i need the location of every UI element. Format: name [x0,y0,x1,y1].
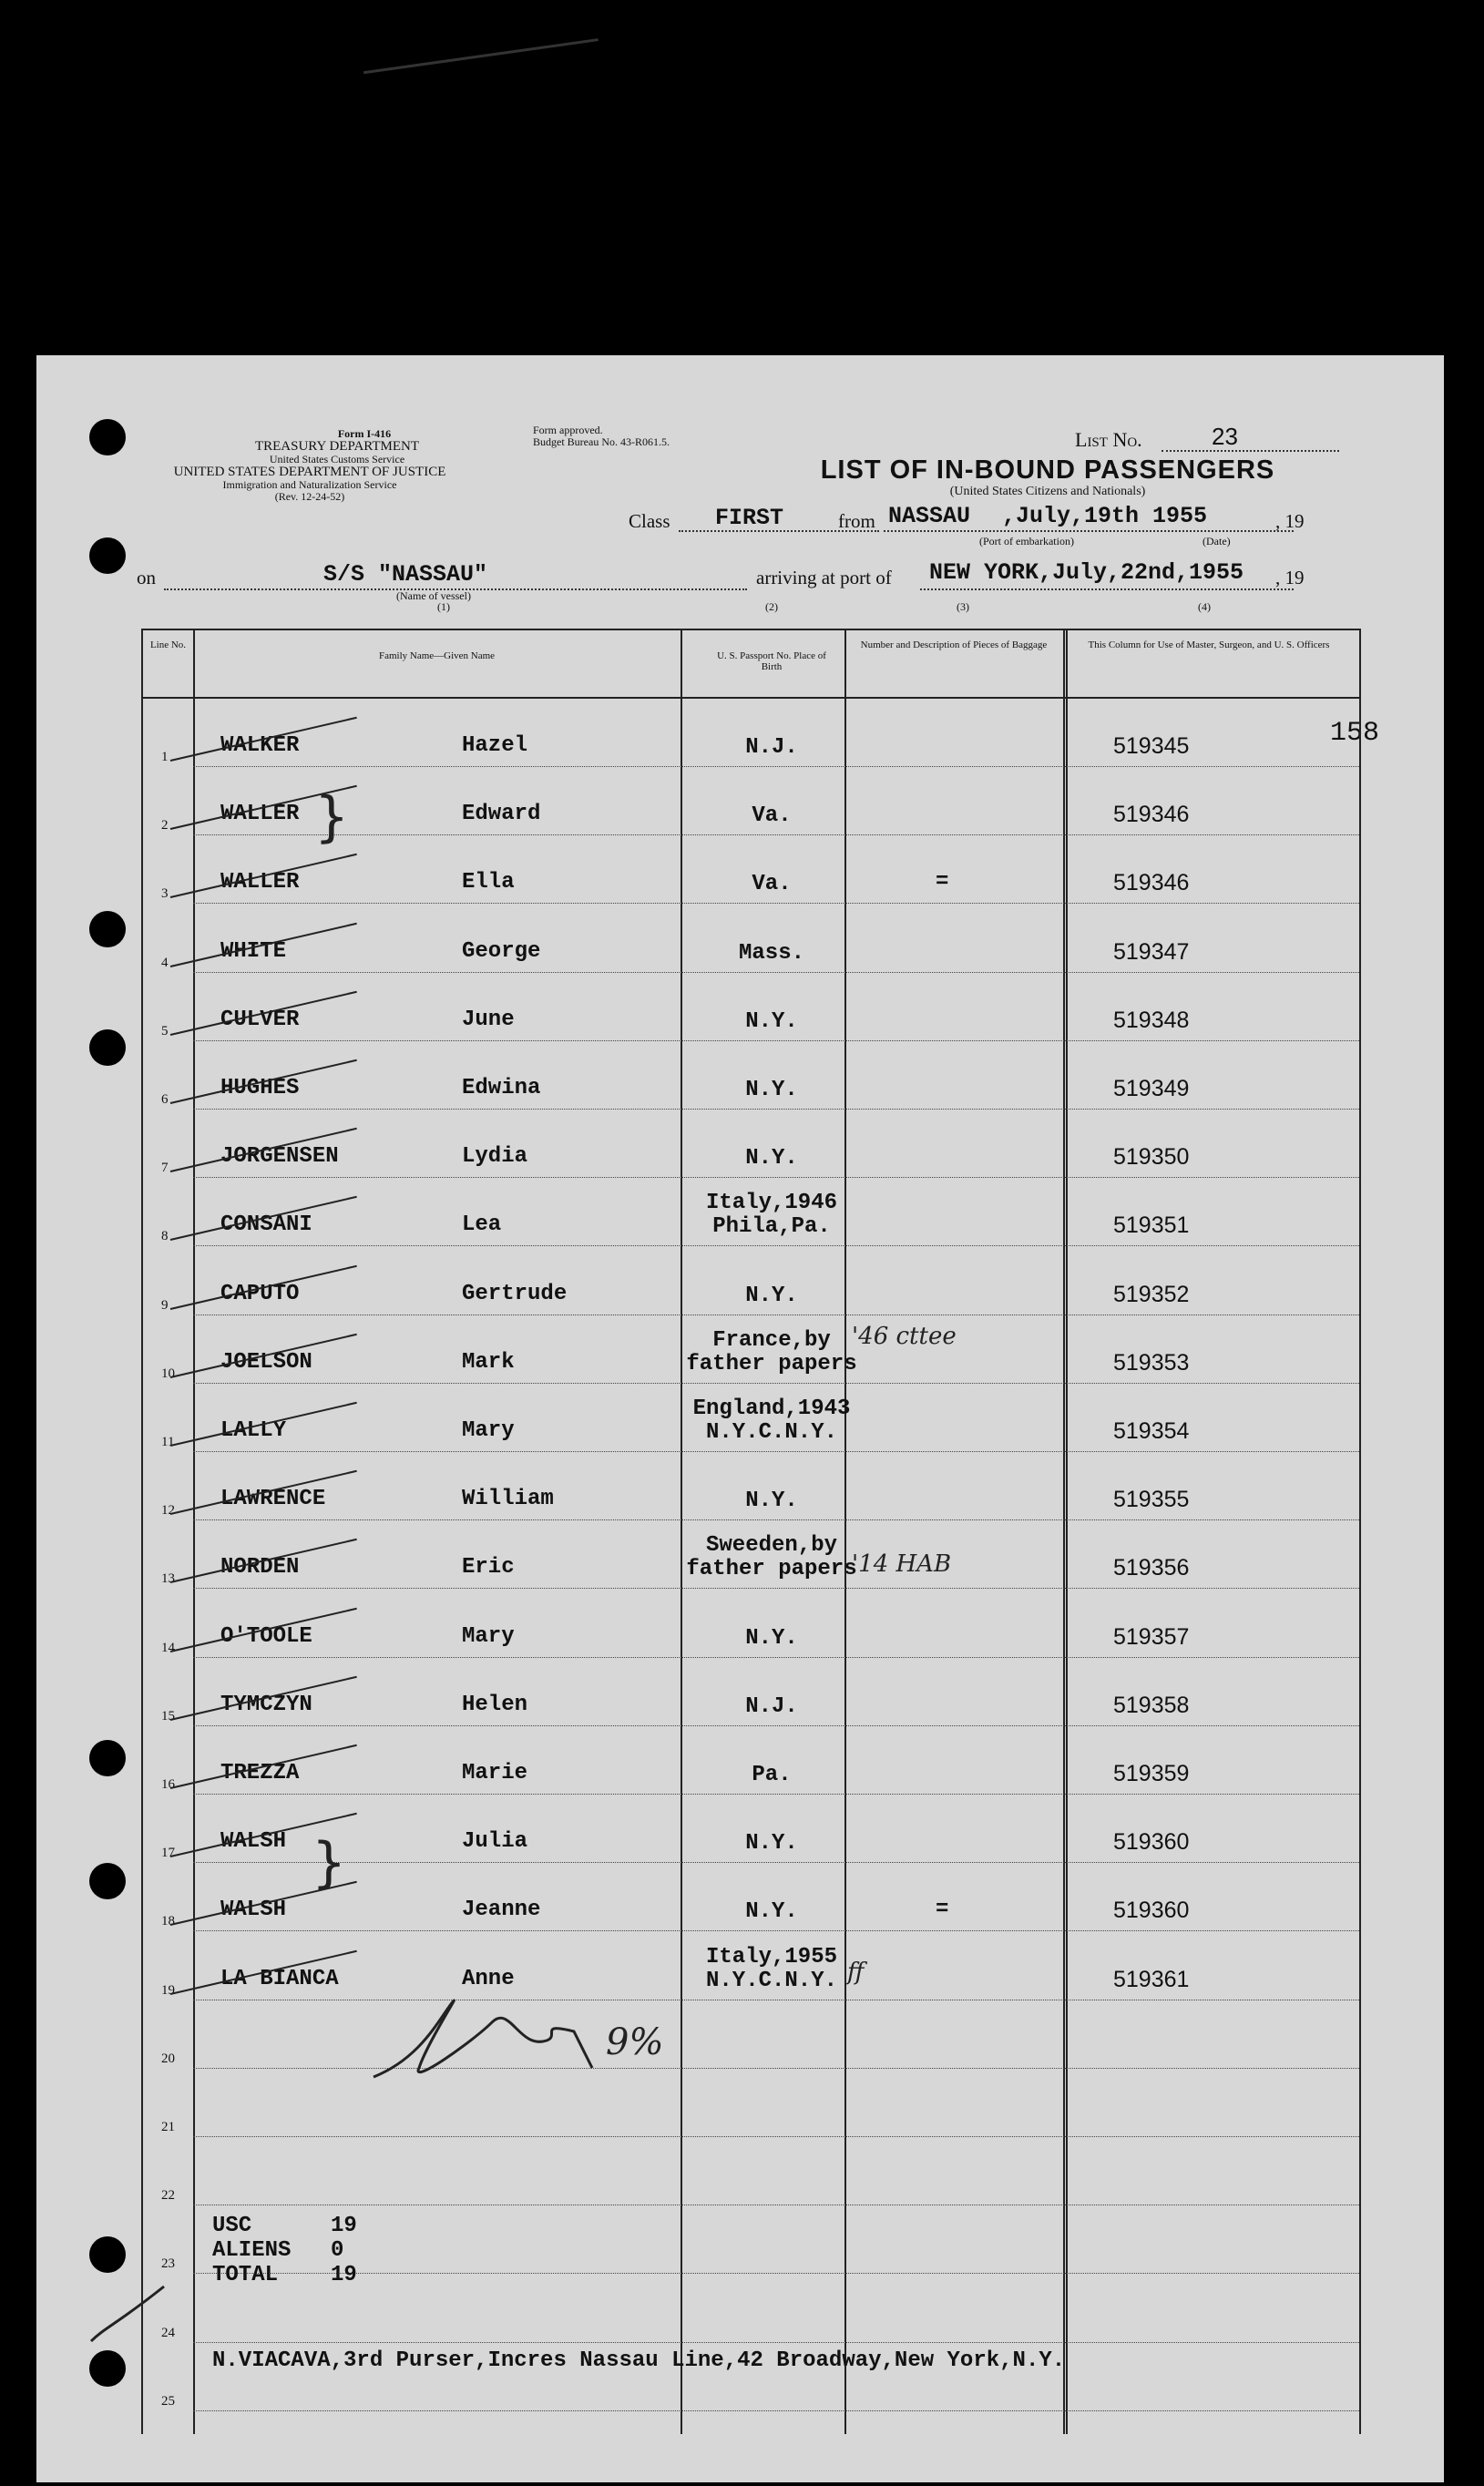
family-name: LALLY [220,1418,287,1443]
given-name: Jeanne [462,1898,541,1923]
line-number: 11 [161,1435,175,1449]
place-of-birth [662,1695,881,1719]
punch-hole [89,537,126,574]
form-number: Form I-416 [337,427,392,440]
place-of-birth [662,1329,881,1376]
table-row [143,1041,1359,1110]
place-line-1: Sweeden,by [705,1533,838,1559]
place-line-1: Mass. [738,940,804,966]
officer-number: 519345 [1113,733,1190,759]
approval-block [533,425,670,448]
table-row [143,1247,1359,1315]
officer-number: 519356 [1113,1555,1190,1581]
place-line-1: N.J. [745,1693,798,1719]
place-of-birth [662,873,881,896]
from-label: from [838,510,875,532]
line-number: 20 [161,2051,175,2066]
punch-hole [89,911,126,947]
given-name: Mary [462,1418,515,1443]
place-line-1: N.Y. [745,1146,798,1171]
place-of-birth [662,804,881,828]
signature-scribble [364,1986,692,2095]
place-line-1: N.Y. [745,1831,798,1857]
line-number: 6 [161,1092,169,1107]
place-of-birth [662,1534,881,1581]
place-of-birth [662,942,881,966]
place-line-1: N.J. [745,735,798,760]
officer-number: 519353 [1113,1349,1190,1376]
family-name: WALSH [220,1898,287,1923]
family-name: WALLER [220,870,300,895]
place-line-1: N.Y. [745,1625,798,1651]
family-name: CULVER [220,1007,300,1032]
line-number: 7 [161,1161,169,1176]
family-name: LAWRENCE [220,1487,326,1512]
customs-service: United States Customs Service [269,453,405,465]
col-header-line: Line No. [149,639,187,650]
place-of-birth [662,1832,881,1856]
bracket-mark: } [312,1831,347,1895]
page-subtitle: (United States Citizens and Nationals) [949,485,1146,498]
table-row [143,1726,1359,1795]
place-line-1: Pa. [752,1763,792,1787]
line-number: 16 [161,1777,175,1792]
given-name: William [462,1487,554,1512]
table-row [143,1452,1359,1520]
given-name: Mark [462,1349,515,1375]
table-row [143,2069,1359,2137]
table-row [143,905,1359,973]
total-label: TOTAL [212,2263,279,2287]
page-title: LIST OF IN-BOUND PASSENGERS [820,455,1275,485]
given-name: Julia [462,1829,528,1855]
officer-number: 519346 [1113,802,1190,828]
year-suffix-2: , 19 [1275,567,1305,588]
table-row [143,1520,1359,1589]
place-of-birth [662,1284,881,1308]
margin-check-mark [82,2277,191,2350]
place-of-birth [662,1627,881,1651]
punch-hole [89,1029,126,1066]
line-number: 21 [161,2120,175,2134]
family-name: WHITE [220,938,287,964]
col-header-name: Family Name—Given Name [378,650,496,661]
line-number: 3 [161,886,169,902]
bracket-mark: } [314,785,350,849]
table-row [143,1315,1359,1384]
baggage-count: = [936,870,949,895]
given-name: Eric [462,1555,515,1581]
list-number: 23 [1212,423,1238,450]
passenger-table [141,629,1361,2434]
line-number: 18 [161,1914,175,1929]
list-no-label: List No. [1075,428,1142,451]
officer-number: 519358 [1113,1692,1190,1718]
officer-number: 519357 [1113,1623,1190,1650]
place-of-birth [662,1397,881,1445]
officer-number: 519349 [1113,1076,1190,1101]
col-3-caption: (3) [957,600,969,613]
usc-label: USC [212,2214,252,2238]
given-name: Edward [462,802,541,827]
col-header-passport: U. S. Passport No. Place of Birth [717,650,826,672]
budget-bureau: Budget Bureau No. 43-R061.5. [533,435,670,448]
agency-block [173,428,446,503]
handwritten-note-10: '46 cttee [852,1323,957,1350]
line-number: 25 [161,2393,175,2409]
table-row [143,1384,1359,1452]
total-count: 19 [331,2263,357,2287]
place-of-birth [662,1764,881,1787]
officer-number: 519360 [1113,1898,1190,1924]
place-of-birth [662,1192,881,1239]
treasury-dept: TREASURY DEPARTMENT [254,439,420,454]
class-value: FIRST [715,505,784,531]
punch-hole [89,2236,126,2273]
place-line-1: Va. [752,872,792,897]
arrival-port-date: NEW YORK,July,22nd,1955 [929,559,1244,586]
line-number: 12 [161,1503,175,1519]
table-row [143,699,1359,767]
family-name: LA BIANCA [220,1966,339,1991]
given-name: Ella [462,870,515,895]
table-row [143,2000,1359,2069]
year-suffix-1: , 19 [1275,510,1305,532]
purser-line: N.VIACAVA,3rd Purser,Incres Nassau Line,42 Broadway,New York,N.Y. [212,2348,1066,2373]
aliens-label: ALIENS [212,2238,292,2263]
vessel-name: S/S "NASSAU" [323,561,488,588]
place-line-1: N.Y. [745,1899,798,1925]
officer-number: 519361 [1113,1966,1190,1992]
given-name: Lydia [462,1144,528,1170]
table-row [143,1178,1359,1246]
given-name: Gertrude [462,1281,568,1306]
place-of-birth [662,1010,881,1034]
scan-smear [363,38,602,101]
officer-number: 519348 [1113,1007,1190,1033]
line-number: 19 [161,1982,175,1998]
place-line-2: Phila,Pa. [712,1214,831,1240]
punch-hole [89,419,126,455]
line-number: 4 [161,955,169,970]
title-block [806,455,1289,497]
from-date: ,July,19th 1955 [1002,503,1208,529]
table-row [143,1590,1359,1658]
line-number: 17 [161,1846,175,1861]
place-line-1: Va. [752,803,792,829]
table-row [143,1658,1359,1726]
officer-number: 519351 [1113,1212,1190,1239]
given-name: June [462,1007,515,1032]
place-line-1: France,by [712,1327,831,1353]
handwritten-note-13: '14 HAB [852,1550,952,1578]
officer-number: 519350 [1113,1144,1190,1171]
officer-number: 519360 [1113,1829,1190,1856]
officer-number: 519355 [1113,1487,1190,1513]
place-line-1: N.Y. [745,1078,798,1102]
table-row [143,2137,1359,2205]
officer-number: 519354 [1113,1418,1190,1444]
revision: (Rev. 12-24-52) [274,490,345,503]
col-1-caption: (1) [437,600,450,613]
page-number: 158 [1330,718,1380,749]
family-name: TYMCZYN [220,1692,312,1717]
place-of-birth [662,1147,881,1171]
place-line-1: Italy,1955 [705,1944,838,1969]
place-of-birth [662,1900,881,1924]
form-approved: Form approved. [533,424,603,436]
given-name: Marie [462,1761,528,1785]
officer-number: 519347 [1113,938,1190,965]
punch-hole [89,1740,126,1776]
family-name: O'TOOLE [220,1623,312,1649]
signature-mark: 9% [606,2021,664,2063]
family-name: WALSH [220,1829,287,1855]
given-name: Lea [462,1212,502,1238]
port-embark-caption: (Port of embarkation) [979,535,1074,547]
family-name: NORDEN [220,1555,300,1581]
col-4-caption: (4) [1198,600,1211,613]
place-line-2: N.Y.C.N.Y. [705,1420,838,1445]
place-of-birth [662,1489,881,1513]
place-line-2: father papers [686,1557,857,1582]
line-number: 14 [161,1640,175,1655]
line-number: 13 [161,1571,175,1587]
line-number: 22 [161,2188,175,2204]
totals-block [212,2214,357,2287]
table-row [143,1110,1359,1178]
line-number: 8 [161,1229,169,1244]
place-line-1: N.Y. [745,1489,798,1514]
line-number: 9 [161,1297,169,1313]
col-2-caption: (2) [765,600,778,613]
line-number: 23 [161,2256,175,2272]
line-number: 5 [161,1023,169,1038]
on-label: on [137,567,156,588]
family-name: CONSANI [220,1212,312,1238]
place-line-1: Italy,1946 [705,1191,838,1216]
place-of-birth [662,1079,881,1102]
given-name: George [462,938,541,964]
handwritten-note-19: ff [847,1959,865,1986]
place-line-2: N.Y.C.N.Y. [705,1968,838,1993]
given-name: Hazel [462,733,528,758]
family-name: JOELSON [220,1349,312,1375]
punch-hole [89,2350,126,2387]
class-label: Class [629,510,670,532]
given-name: Anne [462,1966,515,1991]
line-number: 15 [161,1708,175,1724]
line-number: 1 [161,750,169,764]
given-name: Helen [462,1692,528,1717]
place-of-birth [662,736,881,760]
family-name: WALKER [220,733,300,758]
place-line-1: England,1943 [692,1396,851,1421]
given-name: Mary [462,1623,515,1649]
line-number: 24 [161,2325,175,2340]
ins-service: Immigration and Naturalization Service [222,478,397,491]
given-name: Edwina [462,1076,541,1100]
usc-count: 19 [331,2214,357,2238]
line-number: 2 [161,818,169,834]
punch-hole [89,1863,126,1899]
place-line-1: N.Y. [745,1008,798,1034]
date-caption: (Date) [1203,535,1231,547]
arriving-label: arriving at port of [756,567,892,588]
table-row [143,1932,1359,2000]
family-name: TREZZA [220,1761,300,1785]
family-name: JORGENSEN [220,1144,339,1170]
officer-number: 519359 [1113,1761,1190,1786]
officer-number: 519352 [1113,1281,1190,1307]
place-line-2: father papers [686,1351,857,1376]
family-name: WALLER [220,802,300,827]
line-number: 10 [161,1366,175,1381]
col-header-baggage: Number and Description of Pieces of Baggage [860,639,1048,650]
justice-dept: UNITED STATES DEPARTMENT OF JUSTICE [173,465,446,479]
from-port: NASSAU [888,503,971,529]
officer-number: 519346 [1113,870,1190,896]
place-line-1: N.Y. [745,1283,798,1308]
vessel-caption: (Name of vessel) [396,589,471,602]
family-name: HUGHES [220,1076,300,1100]
table-row [143,973,1359,1041]
family-name: CAPUTO [220,1281,300,1306]
aliens-count: 0 [331,2238,344,2263]
baggage-count: = [936,1898,949,1923]
col-header-officers: This Column for Use of Master, Surgeon, and U. S. Officers [1088,639,1330,650]
